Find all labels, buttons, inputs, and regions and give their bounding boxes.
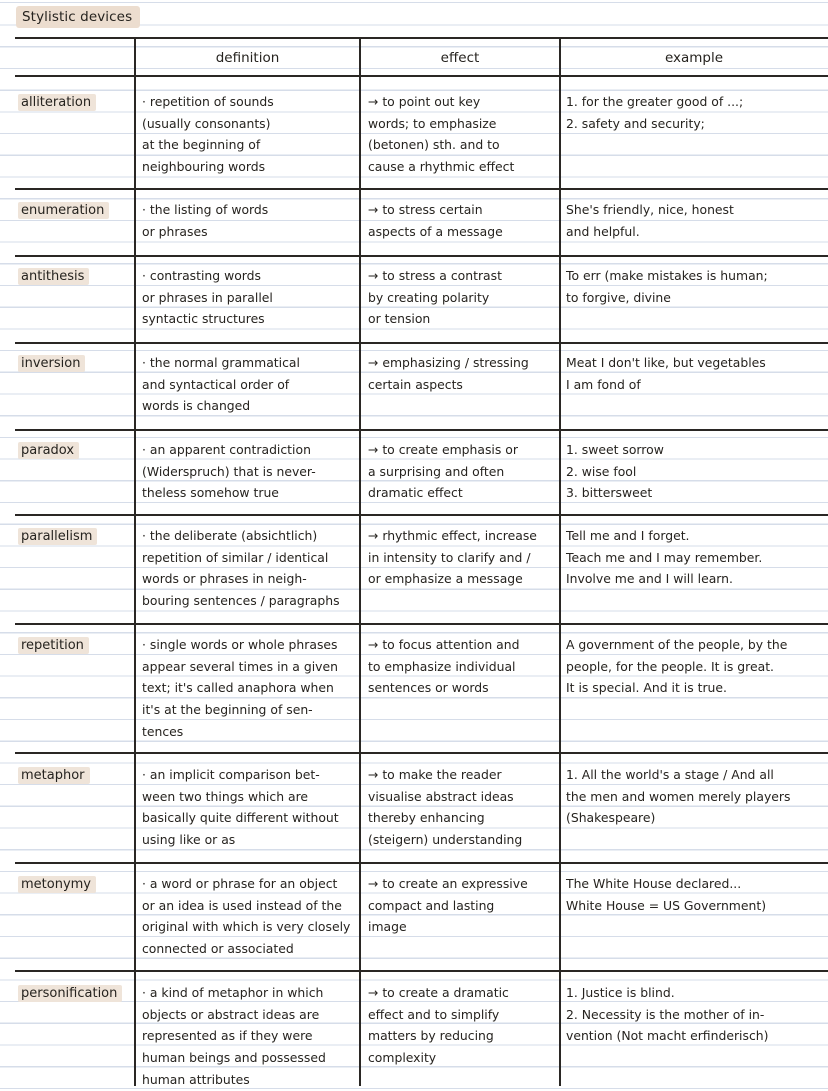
effect-line: → to stress certain (368, 202, 483, 217)
effect-line: in intensity to clarify and / (368, 549, 531, 565)
effect-cell (368, 525, 556, 590)
device-term: metonymy (18, 876, 96, 893)
device-term: paradox (18, 442, 79, 459)
effect-line: visualise abstract ideas (368, 788, 514, 804)
device-term: enumeration (18, 202, 109, 219)
device-term: metaphor (18, 767, 90, 784)
effect-line: sentences or words (368, 680, 489, 696)
row-rule (15, 255, 828, 257)
page-title: Stylistic devices (16, 6, 140, 28)
example-line: 1. All the world's a stage / And all (566, 767, 774, 782)
effect-line: to emphasize individual (368, 658, 516, 674)
header-effect: effect (440, 50, 480, 66)
definition-line: human beings and possessed (142, 1050, 326, 1066)
definition-cell (142, 265, 356, 330)
definition-line: text; it's called anaphora when (142, 680, 334, 696)
example-line: 2. Necessity is the mother of in- (566, 1006, 765, 1022)
effect-cell (368, 873, 556, 938)
device-term: inversion (18, 355, 85, 372)
column-divider-2 (359, 37, 361, 1086)
definition-line: · repetition of sounds (142, 94, 274, 109)
effect-line: complexity (368, 1050, 437, 1066)
device-term: personification (18, 985, 122, 1002)
definition-line: words is changed (142, 398, 251, 414)
example-line: 1. Justice is blind. (566, 985, 675, 1000)
definition-cell (142, 199, 356, 242)
definition-line: · the normal grammatical (142, 355, 300, 370)
effect-line: or emphasize a message (368, 571, 523, 587)
effect-line: → rhythmic effect, increase (368, 528, 537, 543)
row-rule (15, 862, 828, 864)
row-rule (15, 623, 828, 625)
device-term: parallelism (18, 528, 97, 545)
example-line: Involve me and I will learn. (566, 571, 733, 587)
definition-line: bouring sentences / paragraphs (142, 593, 340, 609)
example-line: Meat I don't like, but vegetables (566, 355, 766, 370)
definition-line: represented as if they were (142, 1028, 313, 1044)
example-line: Teach me and I may remember. (566, 549, 763, 565)
example-cell (566, 764, 826, 829)
example-line: the men and women merely players (566, 788, 791, 804)
example-line: I am fond of (566, 376, 641, 392)
row-rule (15, 429, 828, 431)
effect-line: image (368, 919, 407, 935)
row-rule (15, 970, 828, 972)
effect-cell (368, 91, 556, 178)
effect-line: dramatic effect (368, 485, 463, 501)
definition-line: theless somehow true (142, 485, 279, 501)
definition-cell (142, 439, 356, 504)
effect-cell (368, 352, 556, 395)
example-line: She's friendly, nice, honest (566, 202, 734, 217)
effect-line: → to focus attention and (368, 637, 520, 652)
definition-line: · contrasting words (142, 268, 261, 283)
effect-line: effect and to simplify (368, 1006, 500, 1022)
example-line: 1. sweet sorrow (566, 442, 664, 457)
definition-cell (142, 634, 356, 743)
effect-line: a surprising and often (368, 463, 505, 479)
definition-line: tences (142, 723, 184, 739)
definition-cell (142, 982, 356, 1091)
row-rule (15, 75, 828, 77)
effect-line: words; to emphasize (368, 115, 497, 131)
effect-cell (368, 265, 556, 330)
definition-line: · an apparent contradiction (142, 442, 311, 457)
example-cell (566, 634, 826, 699)
example-line: and helpful. (566, 223, 640, 239)
effect-line: → to make the reader (368, 767, 502, 782)
definition-line: or phrases in parallel (142, 289, 273, 305)
example-line: vention (Not macht erfinderisch) (566, 1028, 769, 1044)
definition-line: (usually consonants) (142, 115, 271, 131)
definition-cell (142, 91, 356, 178)
example-cell (566, 873, 826, 916)
effect-line: → to create an expressive (368, 876, 528, 891)
example-line: White House = US Government) (566, 897, 767, 913)
effect-line: certain aspects (368, 376, 463, 392)
definition-line: · a word or phrase for an object (142, 876, 338, 891)
example-line: The White House declared... (566, 876, 742, 891)
definition-line: human attributes (142, 1071, 250, 1087)
definition-cell (142, 764, 356, 851)
example-line: (Shakespeare) (566, 810, 656, 826)
definition-line: and syntactical order of (142, 376, 290, 392)
definition-line: or an idea is used instead of the (142, 897, 342, 913)
definition-line: words or phrases in neigh- (142, 571, 307, 587)
definition-line: syntactic structures (142, 311, 265, 327)
example-line: A government of the people, by the (566, 637, 788, 652)
definition-line: or phrases (142, 223, 208, 239)
definition-line: · an implicit comparison bet- (142, 767, 320, 782)
example-line: 2. wise fool (566, 463, 637, 479)
effect-line: → to create emphasis or (368, 442, 518, 457)
example-cell (566, 265, 826, 308)
effect-line: (steigern) understanding (368, 832, 523, 848)
device-term: antithesis (18, 268, 89, 285)
example-line: Tell me and I forget. (566, 528, 690, 543)
example-cell (566, 352, 826, 395)
example-line: To err (make mistakes is human; (566, 268, 768, 283)
definition-line: · the deliberate (absichtlich) (142, 528, 318, 543)
definition-line: · the listing of words (142, 202, 269, 217)
definition-line: basically quite different without (142, 810, 339, 826)
definition-line: using like or as (142, 832, 236, 848)
effect-line: or tension (368, 311, 431, 327)
header-definition: definition (215, 50, 280, 66)
example-cell (566, 439, 826, 504)
device-term: alliteration (18, 94, 96, 111)
definition-line: appear several times in a given (142, 658, 338, 674)
effect-cell (368, 982, 556, 1069)
effect-cell (368, 199, 556, 242)
effect-line: → to point out key (368, 94, 481, 109)
example-cell (566, 91, 826, 134)
effect-cell (368, 764, 556, 851)
definition-line: · a kind of metaphor in which (142, 985, 324, 1000)
definition-line: (Widerspruch) that is never- (142, 463, 316, 479)
example-line: 2. safety and security; (566, 115, 705, 131)
example-cell (566, 982, 826, 1047)
effect-line: cause a rhythmic effect (368, 159, 515, 175)
column-divider-1 (134, 37, 136, 1086)
definition-line: repetition of similar / identical (142, 549, 329, 565)
effect-cell (368, 634, 556, 699)
example-line: It is special. And it is true. (566, 680, 727, 696)
row-rule (15, 188, 828, 190)
definition-line: original with which is very closely (142, 919, 351, 935)
header-example: example (664, 50, 724, 66)
definition-line: it's at the beginning of sen- (142, 702, 313, 718)
definition-line: objects or abstract ideas are (142, 1006, 320, 1022)
column-divider-3 (559, 37, 561, 1086)
definition-line: neighbouring words (142, 159, 266, 175)
example-line: 1. for the greater good of ...; (566, 94, 744, 109)
effect-line: → emphasizing / stressing (368, 355, 529, 370)
effect-line: (betonen) sth. and to (368, 137, 500, 153)
definition-line: ween two things which are (142, 788, 309, 804)
row-rule (15, 514, 828, 516)
definition-line: · single words or whole phrases (142, 637, 338, 652)
effect-line: aspects of a message (368, 223, 503, 239)
definition-cell (142, 873, 356, 960)
row-rule (15, 37, 828, 39)
definition-cell (142, 525, 356, 612)
effect-cell (368, 439, 556, 504)
effect-line: → to create a dramatic (368, 985, 509, 1000)
example-line: 3. bittersweet (566, 485, 653, 501)
definition-line: at the beginning of (142, 137, 261, 153)
definition-cell (142, 352, 356, 417)
row-rule (15, 342, 828, 344)
example-cell (566, 525, 826, 590)
effect-line: matters by reducing (368, 1028, 494, 1044)
effect-line: compact and lasting (368, 897, 495, 913)
example-cell (566, 199, 826, 242)
example-line: to forgive, divine (566, 289, 671, 305)
effect-line: thereby enhancing (368, 810, 485, 826)
example-line: people, for the people. It is great. (566, 658, 774, 674)
row-rule (15, 752, 828, 754)
effect-line: → to stress a contrast (368, 268, 502, 283)
effect-line: by creating polarity (368, 289, 490, 305)
definition-line: connected or associated (142, 941, 294, 957)
device-term: repetition (18, 637, 89, 654)
